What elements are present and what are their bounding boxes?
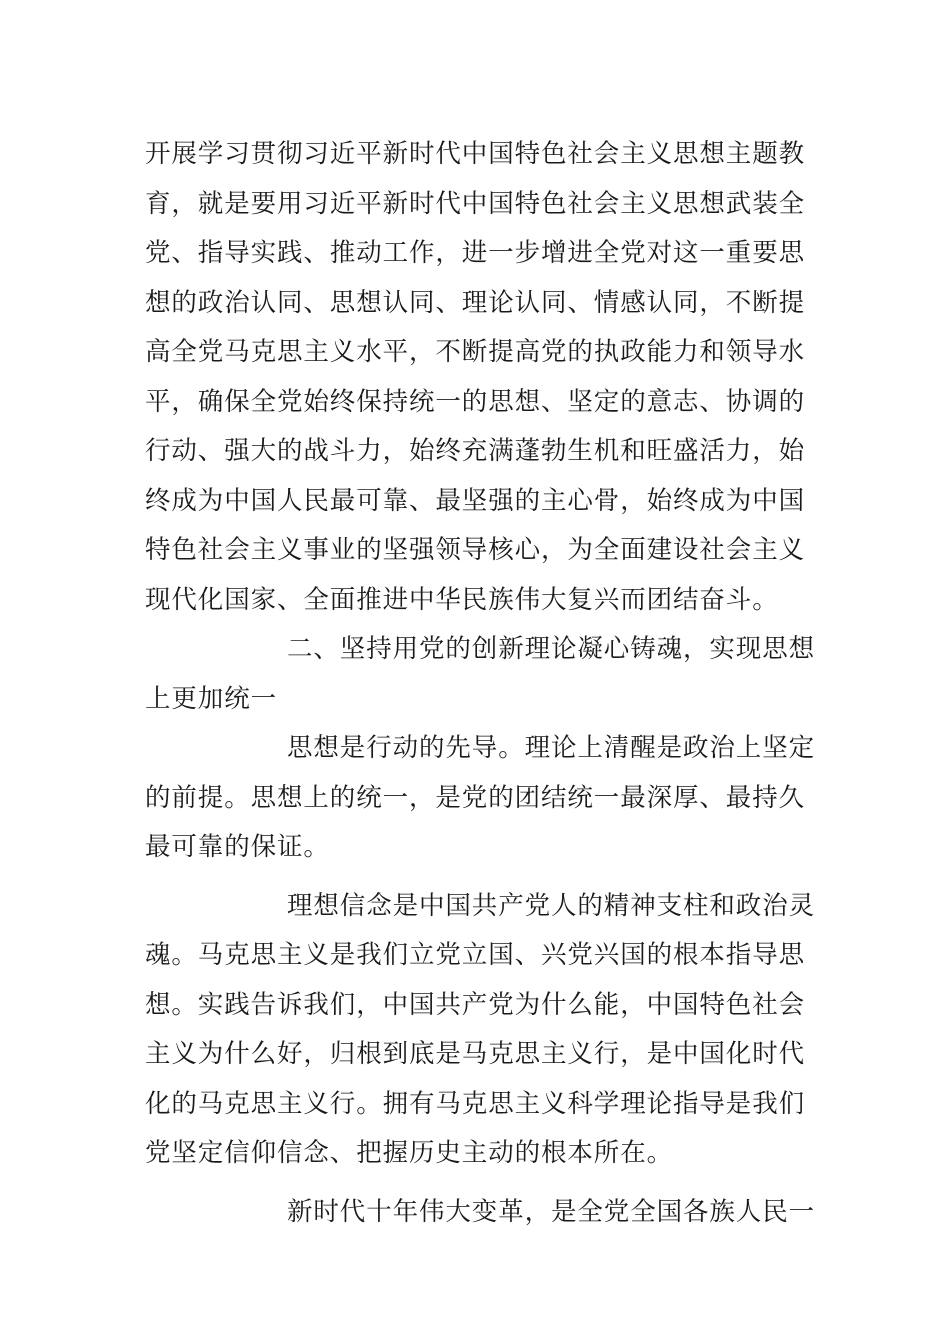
- paragraph-3-line-4: 主义为什么好，归根到底是马克思主义行，是中国化时代: [145, 1039, 806, 1069]
- paragraph-1-line-9: 特色社会主义事业的坚强领导核心，为全面建设社会主义: [145, 535, 806, 565]
- paragraph-1-line-3: 党、指导实践、推动工作，进一步增进全党对这一重要思: [145, 238, 806, 268]
- document-body: [145, 130, 816, 1237]
- paragraph-2-line-1: 思想是行动的先导。理论上清醒是政治上坚定: [287, 733, 816, 763]
- paragraph-1-line-6: 平，确保全党始终保持统一的思想、坚定的意志、协调的: [145, 386, 806, 417]
- paragraph-3-line-1: 理想信念是中国共产党人的精神支柱和政治灵: [287, 890, 816, 921]
- paragraph-2-line-2: 的前提。思想上的统一，是党的团结统一最深厚、最持久: [145, 782, 806, 813]
- paragraph-1-line-5: 高全党马克思主义水平，不断提高党的执政能力和领导水: [145, 337, 806, 367]
- paragraph-1-line-2: 育，就是要用习近平新时代中国特色社会主义思想武装全: [145, 188, 806, 219]
- paragraph-3-line-2: 魂。马克思主义是我们立党立国、兴党兴国的根本指导思: [145, 940, 806, 970]
- paragraph-2-line-3: 最可靠的保证。: [145, 832, 330, 862]
- paragraph-3-line-6: 党坚定信仰信念、把握历史主动的根本所在。: [145, 1138, 674, 1168]
- paragraph-4-line-1: 新时代十年伟大变革，是全党全国各族人民一: [287, 1196, 816, 1227]
- paragraph-1-line-10: 现代化国家、全面推进中华民族伟大复兴而团结奋斗。: [145, 584, 779, 615]
- paragraph-1-line-7: 行动、强大的战斗力，始终充满蓬勃生机和旺盛活力，始: [145, 436, 806, 466]
- section-heading-line-2: 上更加统一: [145, 683, 278, 714]
- paragraph-3-line-3: 想。实践告诉我们，中国共产党为什么能，中国特色社会: [145, 989, 806, 1020]
- section-heading-line-1: 二、坚持用党的创新理论凝心铸魂，实现思想: [287, 634, 816, 664]
- paragraph-1-line-8: 终成为中国人民最可靠、最坚强的主心骨，始终成为中国: [145, 485, 806, 516]
- paragraph-1-line-4: 想的政治认同、思想认同、理论认同、情感认同，不断提: [145, 287, 806, 318]
- paragraph-1-line-1: 开展学习贯彻习近平新时代中国特色社会主义思想主题教: [145, 139, 806, 169]
- paragraph-3-line-5: 化的马克思主义行。拥有马克思主义科学理论指导是我们: [145, 1088, 806, 1119]
